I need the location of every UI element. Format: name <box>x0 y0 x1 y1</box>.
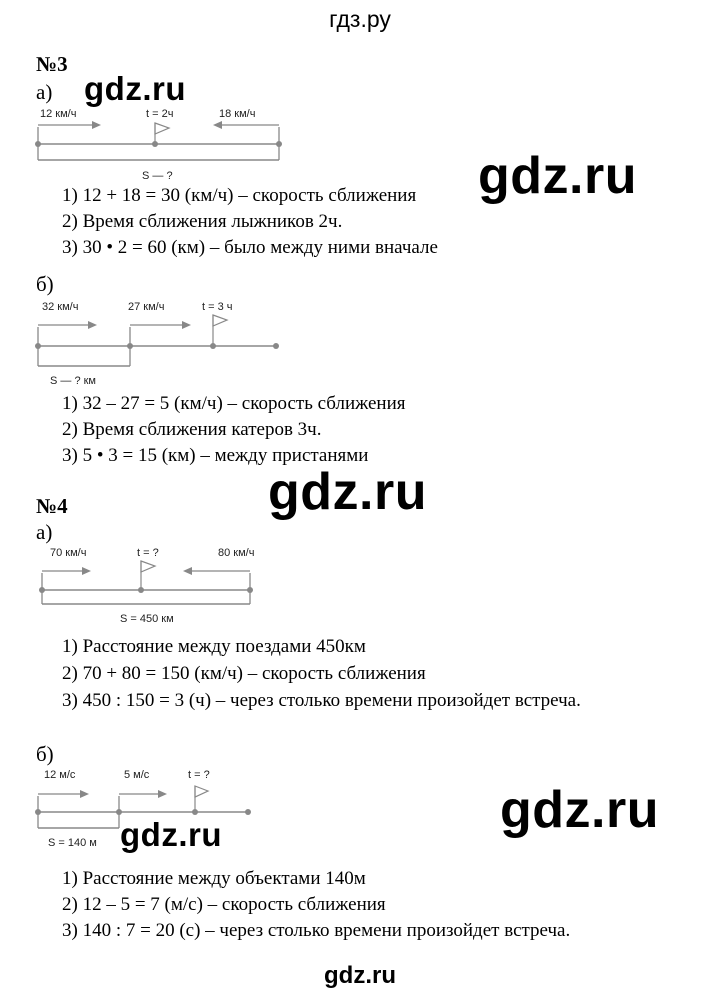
task-4b-label: б) <box>36 742 54 766</box>
diagram-4a-distance: S = 450 км <box>120 613 174 625</box>
watermark: gdz.ru <box>500 781 659 839</box>
watermark: gdz.ru <box>84 70 186 107</box>
task-4a-line-2: 2) 70 + 80 = 150 (км/ч) – скорость сближения <box>62 663 426 684</box>
task-3a-line-2: 2) Время сближения лыжников 2ч. <box>62 211 343 232</box>
watermark: gdz.ru <box>120 816 222 853</box>
task-3a-line-1: 1) 12 + 18 = 30 (км/ч) – скорость сближения <box>62 185 417 206</box>
task-4b-line-3: 3) 140 : 7 = 20 (с) – через столько времени произойдет встреча. <box>62 920 571 941</box>
task-3a-label: а) <box>36 80 53 104</box>
task-3b-line-2: 2) Время сближения катеров 3ч. <box>62 419 322 440</box>
task-3b-line-1: 1) 32 – 27 = 5 (км/ч) – скорость сближения <box>62 393 406 414</box>
diagram-4b-speed2: 5 м/с <box>124 769 150 781</box>
diagram-4b-time: t = ? <box>188 769 210 781</box>
watermark: gdz.ru <box>478 147 637 205</box>
diagram-4b-distance: S = 140 м <box>48 837 97 849</box>
diagram-3b-distance: S — ? км <box>50 375 96 387</box>
site-header: гдз.ру <box>329 6 391 32</box>
task-4b-line-2: 2) 12 – 5 = 7 (м/с) – скорость сближения <box>62 894 386 915</box>
diagram-3a-time: t = 2ч <box>146 108 174 120</box>
task-3a-line-3: 3) 30 • 2 = 60 (км) – было между ними вначале <box>62 237 438 258</box>
diagram-4a-right-speed: 80 км/ч <box>218 547 255 559</box>
task-4a-label: а) <box>36 520 53 544</box>
task-3b-label: б) <box>36 272 54 296</box>
task-4a-line-3: 3) 450 : 150 = 3 (ч) – через столько времени произойдет встреча. <box>62 690 581 711</box>
task-3b-line-3: 3) 5 • 3 = 15 (км) – между пристанями <box>62 445 369 466</box>
diagram-3a-right-speed: 18 км/ч <box>219 108 256 120</box>
watermark: gdz.ru <box>268 463 427 521</box>
task-3-number: №3 <box>36 52 68 76</box>
task-4a-line-1: 1) Расстояние между поездами 450км <box>62 636 366 657</box>
diagram-3b-time: t = 3 ч <box>202 301 233 313</box>
diagram-4b-speed1: 12 м/с <box>44 769 76 781</box>
diagram-4a-time: t = ? <box>137 547 159 559</box>
diagram-3b-speed2: 27 км/ч <box>128 301 165 313</box>
footer-watermark: gdz.ru <box>324 962 396 989</box>
task-4b-line-1: 1) Расстояние между объектами 140м <box>62 868 366 889</box>
diagram-3a-left-speed: 12 км/ч <box>40 108 77 120</box>
diagram-3b-speed1: 32 км/ч <box>42 301 79 313</box>
diagram-4a-left-speed: 70 км/ч <box>50 547 87 559</box>
diagram-3a-distance: S — ? <box>142 170 173 182</box>
task-4-number: №4 <box>36 494 68 518</box>
